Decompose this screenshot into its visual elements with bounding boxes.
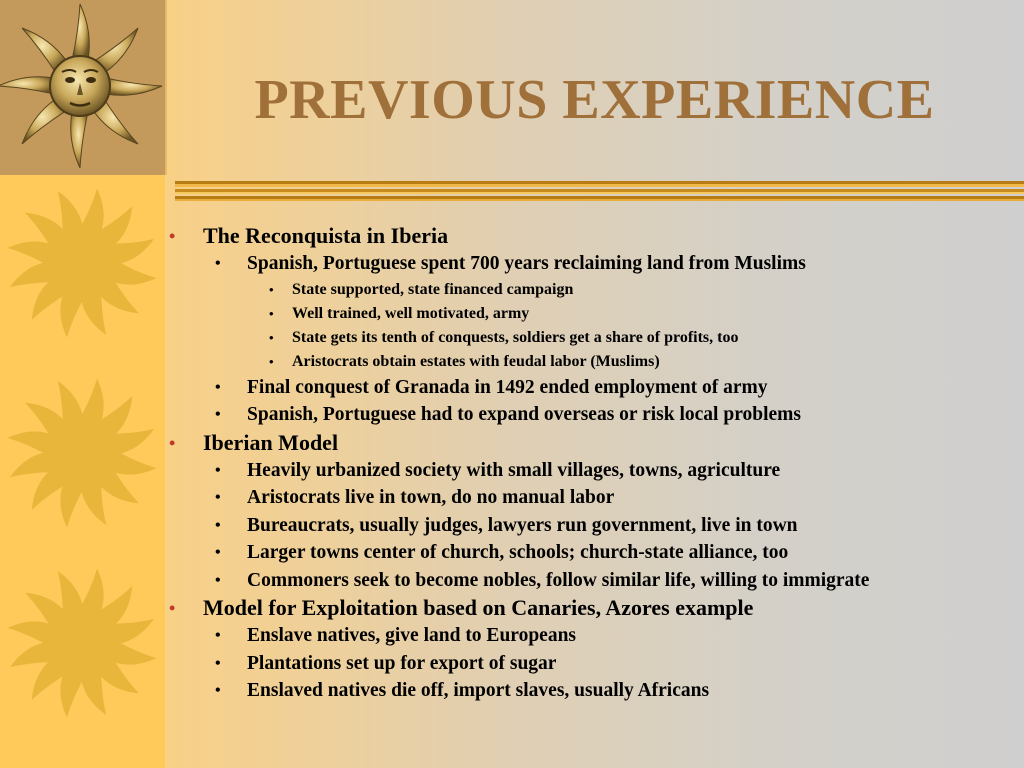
bullet-icon: • bbox=[215, 627, 221, 644]
bullet-text: Commoners seek to become nobles, follow similar life, willing to immigrate bbox=[247, 569, 870, 591]
bullet-item-level-1 bbox=[165, 429, 1015, 457]
bullet-item-level-2 bbox=[165, 401, 1015, 429]
bullet-icon: • bbox=[215, 489, 221, 506]
bullet-item-level-2 bbox=[165, 457, 1015, 485]
title-divider bbox=[175, 181, 1024, 203]
sun-icon bbox=[0, 558, 165, 728]
bullet-text: Larger towns center of church, schools; church-state alliance, too bbox=[247, 542, 789, 563]
bullet-icon: • bbox=[169, 432, 176, 453]
bullet-text: Plantations set up for export of sugar bbox=[247, 652, 557, 674]
bullet-icon: • bbox=[215, 571, 221, 589]
bullet-text: Enslaved natives die off, import slaves, usually Africans bbox=[247, 680, 710, 701]
bullet-item-level-2 bbox=[165, 539, 1015, 567]
slide-title: PREVIOUS EXPERIENCE bbox=[254, 69, 935, 131]
bullet-text: Aristocrats obtain estates with feudal labor (Muslims) bbox=[292, 352, 660, 370]
bullet-item-level-3 bbox=[165, 350, 1015, 374]
bullet-item-level-2 bbox=[165, 650, 1015, 678]
sun-face-image bbox=[0, 0, 167, 175]
bullet-item-level-2 bbox=[165, 677, 1015, 705]
bullet-item-level-2 bbox=[165, 250, 1015, 278]
bullet-text: Model for Exploitation based on Canaries, Azores example bbox=[203, 595, 754, 620]
bullet-icon: • bbox=[215, 406, 221, 423]
bullet-item-level-2 bbox=[165, 622, 1015, 650]
bullet-item-level-2 bbox=[165, 484, 1015, 512]
bullet-item-level-2 bbox=[165, 374, 1015, 402]
bullet-text: The Reconquista in Iberia bbox=[203, 223, 449, 248]
bullet-icon: • bbox=[169, 226, 176, 246]
bullet-item-level-3 bbox=[165, 326, 1015, 350]
bullet-icon: • bbox=[269, 281, 274, 297]
bullet-item-level-3 bbox=[165, 302, 1015, 326]
bullet-icon: • bbox=[215, 654, 221, 672]
bullet-text: Final conquest of Granada in 1492 ended employment of army bbox=[247, 376, 768, 398]
bullet-icon: • bbox=[269, 305, 274, 321]
bullet-item-level-3 bbox=[165, 278, 1015, 302]
sun-icon bbox=[0, 178, 165, 348]
bullet-icon: • bbox=[215, 544, 221, 561]
bullet-icon: • bbox=[215, 516, 221, 534]
bullet-text: Well trained, well motivated, army bbox=[292, 304, 530, 322]
bullet-icon: • bbox=[215, 461, 221, 479]
bullet-text: Spanish, Portuguese had to expand overseas or risk local problems bbox=[247, 404, 801, 425]
bullet-icon: • bbox=[215, 378, 221, 396]
bullet-text: State supported, state financed campaign bbox=[292, 280, 574, 298]
bullet-icon: • bbox=[269, 353, 274, 369]
bullet-list bbox=[165, 222, 1015, 705]
sun-face-icon bbox=[0, 0, 163, 175]
decorative-strip bbox=[0, 0, 165, 768]
bullet-text: Spanish, Portuguese spent 700 years reclaiming land from Muslims bbox=[247, 253, 806, 274]
bullet-icon: • bbox=[215, 682, 221, 699]
bullet-item-level-2 bbox=[165, 567, 1015, 595]
bullet-text: Iberian Model bbox=[203, 429, 339, 455]
bullet-item-level-2 bbox=[165, 512, 1015, 540]
bullet-item-level-1 bbox=[165, 222, 1015, 250]
bullet-item-level-1 bbox=[165, 594, 1015, 622]
bullet-text: Heavily urbanized society with small villages, towns, agriculture bbox=[247, 459, 781, 481]
sun-icon bbox=[0, 368, 165, 538]
bullet-icon: • bbox=[269, 329, 274, 345]
bullet-text: Enslave natives, give land to Europeans bbox=[247, 625, 577, 646]
bullet-text: Aristocrats live in town, do no manual labor bbox=[247, 487, 615, 508]
bullet-icon: • bbox=[215, 255, 221, 272]
bullet-text: State gets its tenth of conquests, soldiers get a share of profits, too bbox=[292, 328, 739, 346]
bullet-text: Bureaucrats, usually judges, lawyers run government, live in town bbox=[247, 514, 798, 536]
bullet-icon: • bbox=[169, 598, 176, 618]
